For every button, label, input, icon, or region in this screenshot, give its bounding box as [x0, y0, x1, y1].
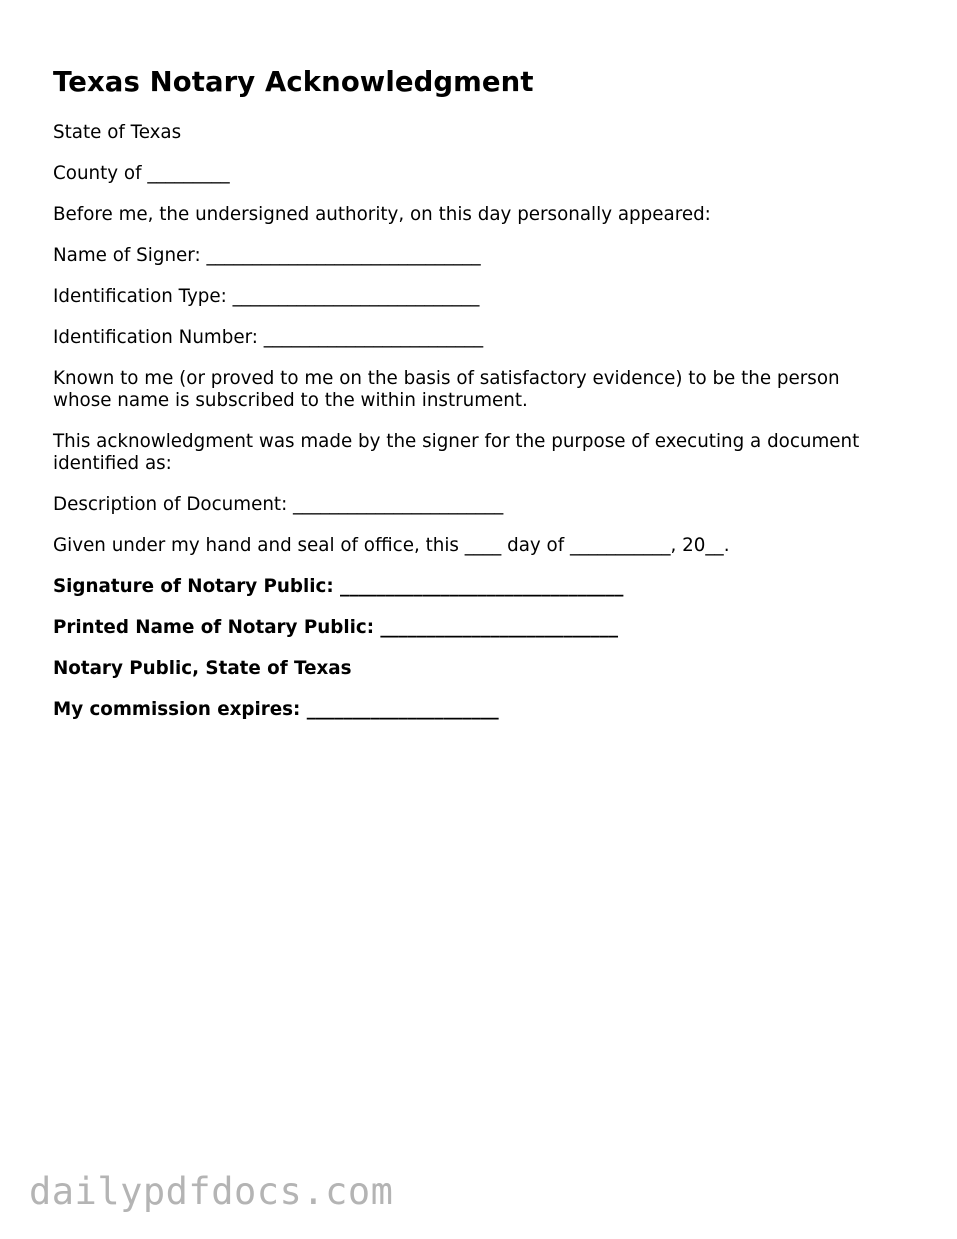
purpose-statement: This acknowledgment was made by the signer for the purpose of executing a document identified as:: [53, 431, 866, 474]
document-description-field: Description of Document: _______________________: [53, 494, 504, 515]
signer-name-field: Name of Signer: ______________________________: [53, 245, 481, 266]
intro-statement: Before me, the undersigned authority, on this day personally appeared:: [53, 204, 711, 225]
identification-type-field: Identification Type: ___________________________: [53, 286, 480, 307]
watermark: dailypdfdocs.com: [29, 1170, 394, 1213]
notary-state-line: Notary Public, State of Texas: [53, 658, 352, 679]
notary-signature-field: Signature of Notary Public: _______________________________: [53, 576, 624, 597]
state-line: State of Texas: [53, 122, 182, 143]
county-line: County of _________: [53, 163, 230, 184]
notary-printed-name-field: Printed Name of Notary Public: __________________________: [53, 617, 619, 638]
identification-number-field: Identification Number: ________________________: [53, 327, 484, 348]
document-page: [53, 64, 903, 740]
commission-expires-field: My commission expires: _____________________: [53, 699, 499, 720]
given-under-hand-line: Given under my hand and seal of office, this ____ day of ___________, 20__.: [53, 535, 730, 556]
document-title: Texas Notary Acknowledgment: [53, 66, 534, 98]
known-statement: Known to me (or proved to me on the basis of satisfactory evidence) to be the person whose name is subscribed to the within instrument.: [53, 368, 846, 411]
